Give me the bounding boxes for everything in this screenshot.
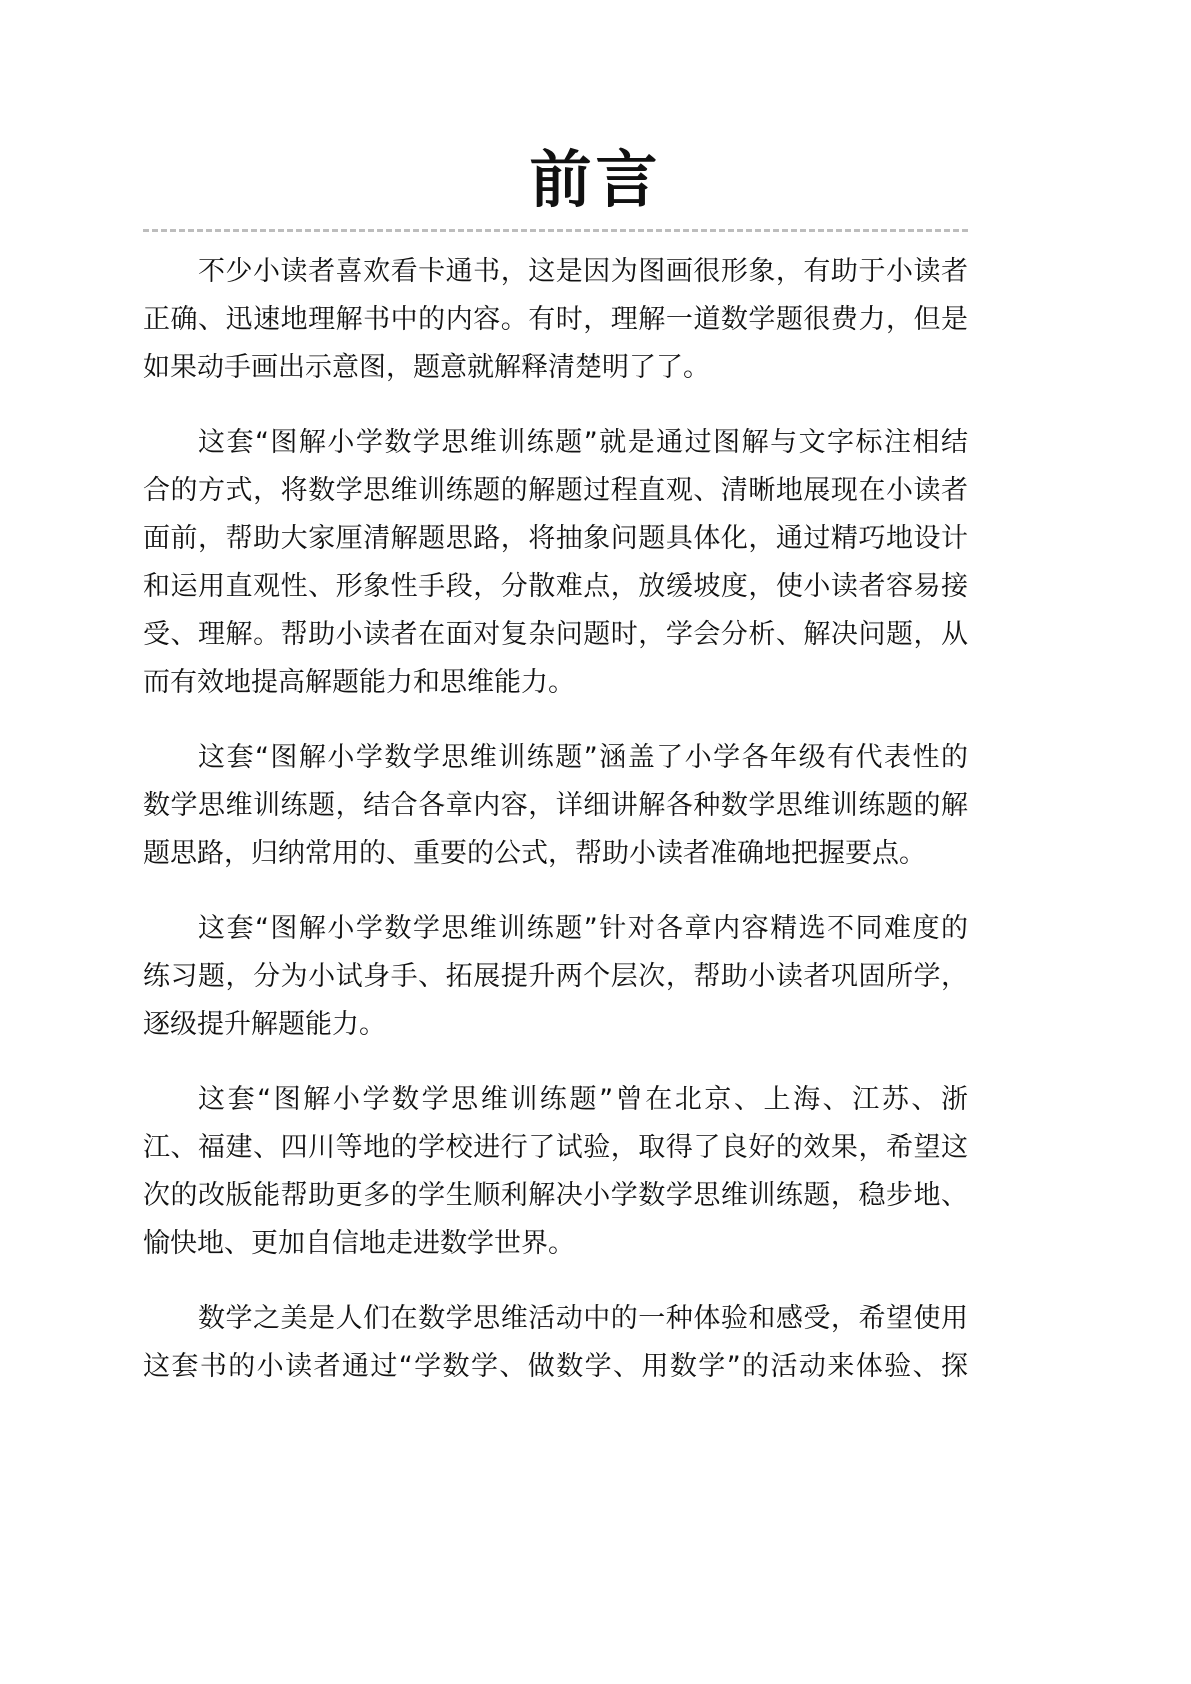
text-line: 正确、迅速地理解书中的内容。有时，理解一道数学题很费力，但是: [143, 304, 968, 335]
text-line: 这套“图解小学数学思维训练题”就是通过图解与文字标注相结: [198, 427, 968, 458]
paragraph: [143, 419, 968, 707]
text-line: 和运用直观性、形象性手段，分散难点，放缓坡度，使小读者容易接: [143, 571, 968, 602]
text-line: 这套“图解小学数学思维训练题”曾在北京、上海、江苏、浙: [198, 1084, 968, 1115]
paragraph: [143, 734, 968, 878]
text-line: 面前，帮助大家厘清解题思路，将抽象问题具体化，通过精巧地设计: [143, 523, 968, 554]
text-line: 数学之美是人们在数学思维活动中的一种体验和感受，希望使用: [198, 1303, 968, 1334]
text-line: 如果动手画出示意图，题意就解释清楚明了了。: [143, 352, 710, 383]
paragraph: [143, 905, 968, 1049]
text-line: 这套“图解小学数学思维训练题”涵盖了小学各年级有代表性的: [198, 742, 968, 773]
text-line: 次的改版能帮助更多的学生顺利解决小学数学思维训练题，稳步地、: [143, 1180, 968, 1211]
title-divider: [143, 229, 968, 232]
text-line: 江、福建、四川等地的学校进行了试验，取得了良好的效果，希望这: [143, 1132, 968, 1163]
text-line: 不少小读者喜欢看卡通书，这是因为图画很形象，有助于小读者: [198, 256, 968, 287]
text-line: 练习题，分为小试身手、拓展提升两个层次，帮助小读者巩固所学，: [143, 961, 968, 992]
page-title: 前言: [529, 143, 662, 216]
text-line: 这套“图解小学数学思维训练题”针对各章内容精选不同难度的: [198, 913, 968, 944]
paragraph: [143, 1295, 968, 1391]
text-line: 而有效地提高解题能力和思维能力。: [143, 667, 575, 698]
paragraph: [143, 248, 968, 392]
preface-body: [143, 248, 968, 1418]
text-line: 这套书的小读者通过“学数学、做数学、用数学”的活动来体验、探: [143, 1351, 968, 1382]
text-line: 数学思维训练题，结合各章内容，详细讲解各种数学思维训练题的解: [143, 790, 968, 821]
text-line: 合的方式，将数学思维训练题的解题过程直观、清晰地展现在小读者: [143, 475, 968, 506]
paragraph: [143, 1076, 968, 1268]
text-line: 逐级提升解题能力。: [143, 1009, 386, 1040]
text-line: 愉快地、更加自信地走进数学世界。: [143, 1228, 575, 1259]
text-line: 受、理解。帮助小读者在面对复杂问题时，学会分析、解决问题，从: [143, 619, 968, 650]
text-line: 题思路，归纳常用的、重要的公式，帮助小读者准确地把握要点。: [143, 838, 926, 869]
